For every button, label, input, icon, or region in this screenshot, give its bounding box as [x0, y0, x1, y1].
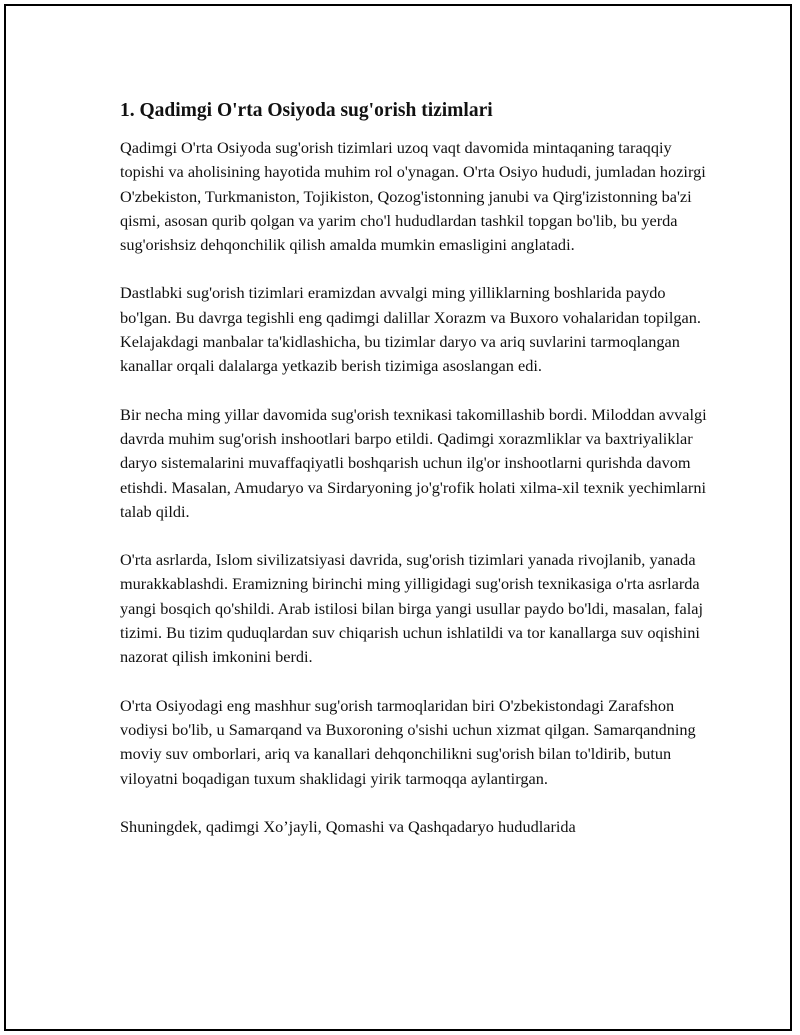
section-heading: 1. Qadimgi O'rta Osiyoda sug'orish tizimlari [120, 100, 493, 121]
paragraph-5: O'rta Osiyodagi eng mashhur sug'orish tarmoqlaridan biri O'zbekistondagi Zarafshon vodiysi bo'lib, u Samarqand va Buxoroning o'sishi uchun xizmat qilgan. Samarqandning moviy suv omborlari, ariq va kanallari dehqonchilikni sug'orish bilan to'ldirib, butun viloyatni boqadigan tuxum shaklidagi yirik tarmoqqa aylantirgan. [120, 695, 696, 788]
paragraph-2: Dastlabki sug'orish tizimlari eramizdan avvalgi ming yilliklarning boshlarida paydo bo'lgan. Bu davrga tegishli eng qadimgi dalillar Xorazm va Buxoro vohalaridan topilgan. Kelajakdagi manbalar ta'kidlashicha, bu tizimlar daryo va ariq suvlarini tarmoqlangan kanallar orqali dalalarga yetkazib berish tizimiga asoslangan edi. [120, 283, 701, 376]
paragraph-4: O'rta asrlarda, Islom sivilizatsiyasi davrida, sug'orish tizimlari yanada rivojlanib, yanada murakkablashdi. Eramizning birinchi ming yilligidagi sug'orish texnikasiga o'rta asrlarda yangi bosqich qo'shildi. Arab istilosi bilan birga yangi usullar paydo bo'ldi, masalan, falaj tizimi. Bu tizim quduqlardan suv chiqarish uchun ishlatildi va tor kanallarga suv oqishini nazorat qilish imkonini berdi. [120, 550, 704, 667]
paragraph-3: Bir necha ming yillar davomida sug'orish texnikasi takomillashib bordi. Miloddan avvalgi davrda muhim sug'orish inshootlari barpo etildi. Qadimgi xorazmliklar va baxtriyaliklar daryo sistemalarini muvaffaqiyatli boshqarish uchun ilg'or inshootlarni qurishda davom etishdi. Masalan, Amudaryo va Sirdaryoning jo'g'rofik holati xilma-xil texnik yechimlarni talab qildi. [120, 404, 707, 521]
page-frame [4, 4, 792, 1031]
paragraph-1: Qadimgi O'rta Osiyoda sug'orish tizimlari uzoq vaqt davomida mintaqaning taraqqiy topishi va aholisining hayotida muhim rol o'ynagan. O'rta Osiyo hududi, jumladan hozirgi O'zbekiston, Turkmaniston, Tojikiston, Qozog'istonning janubi va Qirg'izistonning ba'zi qismi, asosan qurib qolgan va yarim cho'l hududlardan tashkil topgan bo'lib, bu yerda sug'orishsiz dehqonchilik qilish amalda mumkin emasligini anglatadi. [120, 138, 706, 255]
paragraph-6: Shuningdek, qadimgi Xo’jayli, Qomashi va Qashqadaryo hududlarida [120, 816, 576, 836]
document-body [120, 98, 710, 863]
